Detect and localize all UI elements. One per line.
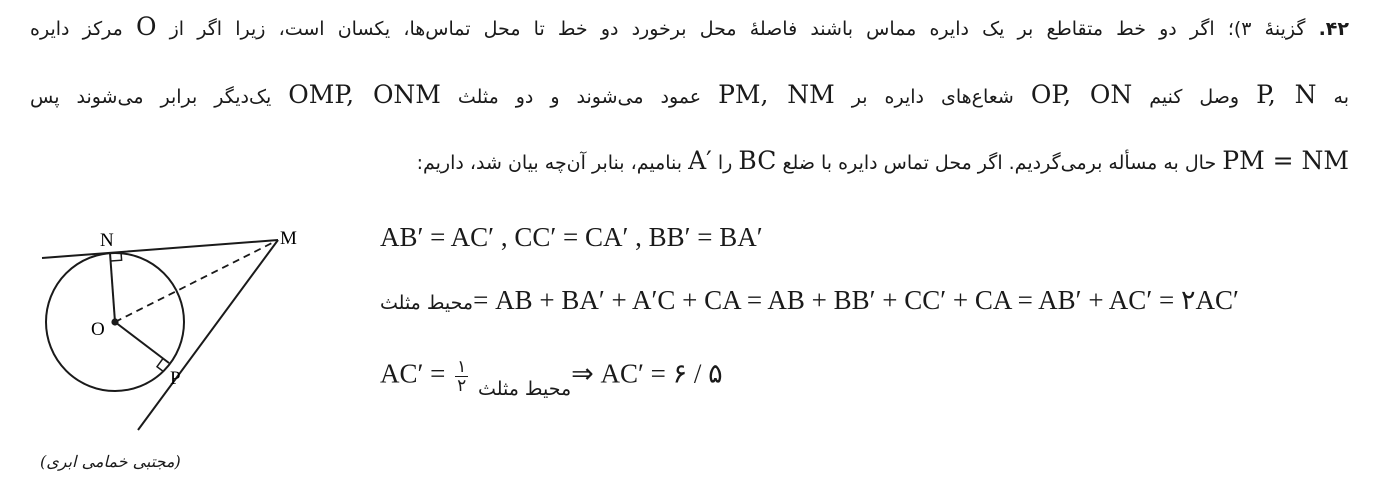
line2-text-a: به — [1333, 86, 1349, 108]
label-P: P — [170, 368, 181, 389]
point-O-label: O — [135, 12, 157, 41]
line2-text-b: وصل کنیم — [1149, 86, 1240, 108]
fraction-half — [455, 358, 468, 395]
equation-2 — [380, 285, 1239, 316]
paragraph-line-2 — [30, 80, 1349, 109]
paragraph-line-1 — [30, 12, 1349, 41]
segments-PMNM: PM, NM — [718, 80, 835, 109]
author-caption: (مجتبی خمامی ابری) — [40, 452, 181, 471]
line3-text-a: حال به مسأله برمی‌گردیم. اگر محل تماس دایره با ضلع — [782, 152, 1217, 174]
fraction-numerator: ۱ — [457, 357, 467, 376]
equation-2-body: = AB + BA′ + A′C + CA = AB + BB′ + CC′ + CA = AB′ + AC′ = ۲AC′ — [473, 285, 1239, 315]
line2-text-d: عمود می‌شوند و دو مثلث — [457, 86, 702, 108]
line3-text-b: را — [717, 152, 733, 174]
label-M: M — [280, 228, 297, 249]
line1-text: گزینهٔ ۳)؛ اگر دو خط متقاطع بر یک دایره مماس باشند فاصلهٔ محل برخورد دو خط تا محل تماس‌ها، یکسان است، زیرا اگر از — [169, 18, 1306, 40]
radius-ON — [110, 253, 115, 322]
points-PN: P, N — [1256, 80, 1317, 109]
line2-text-c: شعاع‌های دایره بر — [851, 86, 1014, 108]
label-N: N — [100, 230, 114, 251]
equation-3 — [380, 357, 723, 400]
fraction-denominator: ۲ — [457, 375, 467, 395]
radius-OP — [115, 322, 169, 363]
segment-OM-dashed — [115, 240, 278, 322]
line1-end: مرکز دایره — [30, 18, 123, 40]
line3-text-c: بنامیم، بنابر آن‌چه بیان شد، داریم: — [416, 152, 683, 174]
perimeter-label: محیط مثلث — [380, 292, 474, 314]
center-dot — [111, 318, 118, 325]
paragraph-line-3 — [270, 146, 1349, 175]
tangent-diagram — [30, 218, 320, 448]
label-O: O — [91, 319, 105, 340]
right-angle-P — [157, 359, 163, 372]
equation-1: AB′ = AC′ , CC′ = CA′ , BB′ = BA′ — [380, 222, 763, 252]
perimeter-label-2: محیط مثلث — [478, 377, 572, 400]
side-BC: BC — [738, 146, 777, 175]
segments-OPON: OP, ON — [1030, 80, 1133, 109]
equation-3-lhs: AC′ = — [380, 358, 453, 389]
triangles-OMP-ONM: OMP, ONM — [288, 80, 441, 109]
point-A-prime: A′ — [688, 146, 712, 175]
equality-PM-NM: PM = NM — [1222, 146, 1349, 175]
line2-text-e: یک‌دیگر برابر می‌شوند پس — [30, 86, 272, 108]
problem-number: ۴۲. — [1318, 18, 1349, 40]
equation-3-rhs: ⇒ AC′ = ۶ / ۵ — [571, 358, 723, 389]
tangent-line-N — [42, 240, 278, 258]
